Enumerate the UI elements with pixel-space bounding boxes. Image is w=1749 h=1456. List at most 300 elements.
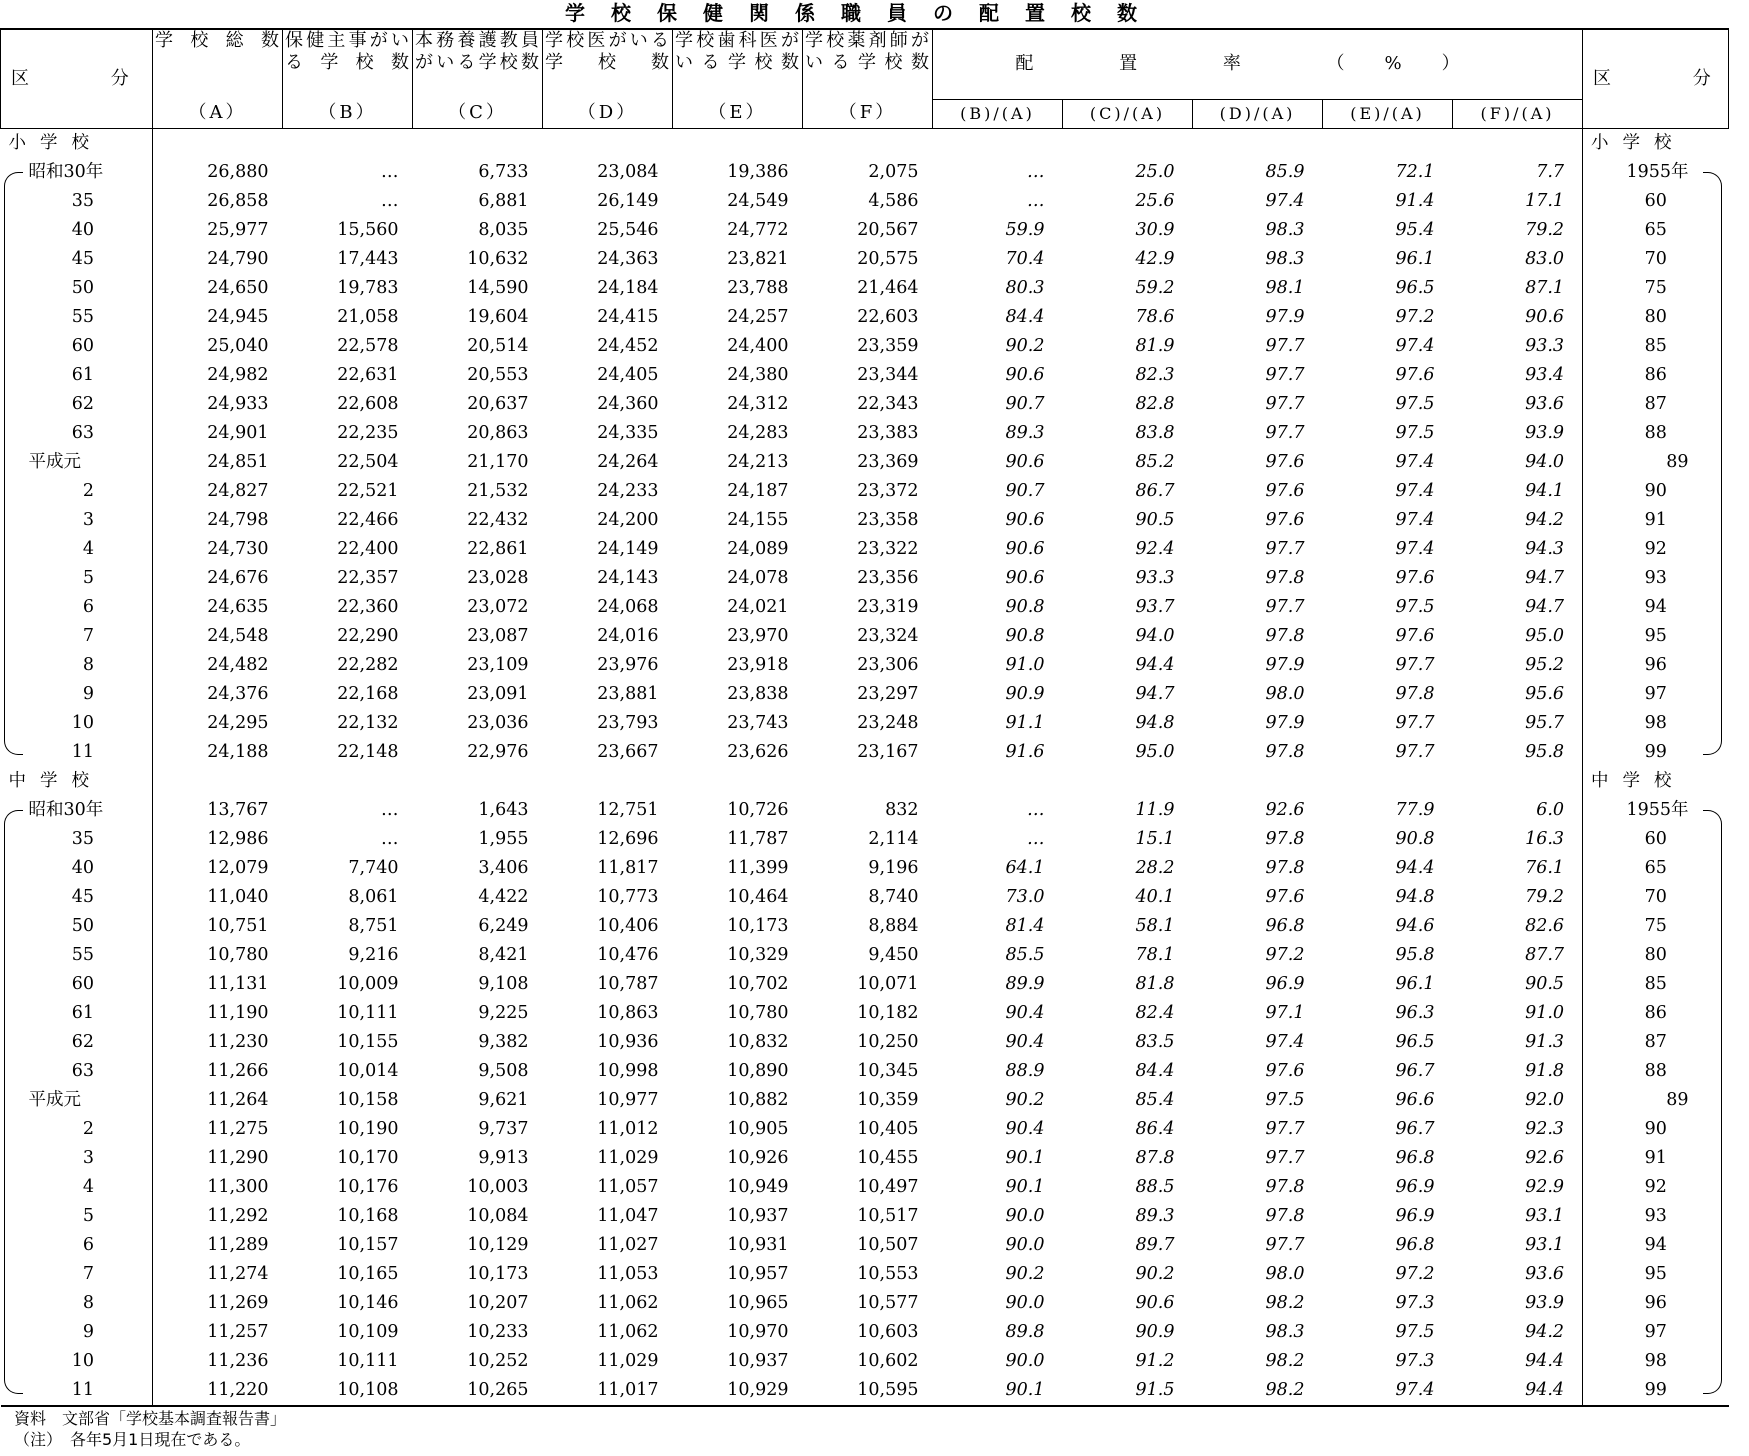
count-cell: 15,560 [337,219,399,240]
count-cell: 22,132 [337,712,399,733]
count-cell: 22,578 [337,335,399,356]
rate-cell: 94.0 [1525,451,1565,472]
rate-cell: 94.4 [1395,857,1435,878]
year-label: 9 [82,1321,94,1342]
rate-cell: 40.1 [1135,886,1175,907]
rate-cell: 94.4 [1525,1350,1565,1371]
count-cell: 9,913 [478,1147,529,1168]
rate-cell: 97.8 [1395,683,1435,704]
empty-cell [543,767,673,796]
rate-cell: 86.4 [1135,1118,1175,1139]
year-label-right: 87 [1583,390,1729,419]
count-cell: 21,464 [857,277,919,298]
rate-cell: 96.1 [1395,248,1435,269]
rate-cell: 95.2 [1525,654,1565,675]
count-cell: 23,838 [727,683,789,704]
rate-cell: 93.1 [1525,1205,1565,1226]
count-cell: 23,091 [467,683,529,704]
count-cell: 10,329 [727,944,789,965]
rate-cell: 25.6 [1135,190,1175,211]
count-cell: 10,595 [803,1376,933,1406]
rate-cell: 94.6 [1395,915,1435,936]
year-label-right: 89 [1583,1086,1729,1115]
count-cell: 10,937 [727,1350,789,1371]
count-cell: 10,071 [857,973,919,994]
count-cell: 10,111 [337,1002,399,1023]
year-label-right: 94 [1583,593,1729,622]
rate-cell: 90.4 [1005,1118,1045,1139]
count-cell: 10,926 [727,1147,789,1168]
rate-cell: 97.4 [1395,509,1435,530]
count-cell: 12,751 [597,799,659,820]
year-label-right: 90 [1583,1115,1729,1144]
count-cell: 22,603 [857,306,919,327]
rate-cell: 94.8 [1135,712,1175,733]
count-cell: 11,300 [153,1173,283,1202]
source-note: 資料 文部省「学校基本調査報告書」 [14,1409,287,1428]
year-label-right: 65 [1583,854,1729,883]
count-cell: 24,650 [153,274,283,303]
header-code-e: （E） [673,99,803,128]
rate-cell: 90.2 [1005,1263,1045,1284]
empty-cell [933,128,1063,158]
table-row [1,274,1729,303]
count-cell: 11,292 [153,1202,283,1231]
year-label-right: 91 [1583,506,1729,535]
rate-cell: 97.6 [1265,886,1305,907]
year-label-right: 65 [1583,216,1729,245]
count-cell: 10,780 [153,941,283,970]
count-cell: 1,643 [478,799,529,820]
year-label-right: 97 [1583,1318,1729,1347]
year-label: 11 [71,741,94,762]
header-ratio-c: (C)/(A) [1063,99,1193,128]
rate-cell: 90.6 [1135,1292,1175,1313]
rate-cell: 97.5 [1395,422,1435,443]
count-cell: 9,621 [478,1089,529,1110]
count-cell: 8,751 [348,915,399,936]
section-row-elementary [1,128,1729,158]
rate-cell: 93.6 [1525,1263,1565,1284]
count-cell: 22,360 [337,596,399,617]
count-cell: 10,158 [337,1089,399,1110]
count-cell: 24,016 [597,625,659,646]
rate-cell: 97.7 [1265,393,1305,414]
year-label: 11 [1,1376,153,1406]
count-cell: 11,029 [597,1350,659,1371]
rate-cell: 90.0 [1005,1350,1045,1371]
count-cell: 21,170 [467,451,529,472]
count-cell: 10,173 [467,1263,529,1284]
right-brace [1703,810,1722,1394]
count-cell: 10,890 [727,1060,789,1081]
rate-cell: 97.6 [1395,625,1435,646]
rate-cell: 84.4 [1005,306,1045,327]
count-cell: 9,196 [868,857,919,878]
rate-cell: 97.4 [1265,1031,1305,1052]
year-label: 45 [71,248,94,269]
count-cell: 8,740 [868,886,919,907]
rate-cell: 97.8 [1265,828,1305,849]
count-cell: 10,497 [857,1176,919,1197]
count-cell: 26,880 [153,158,283,187]
header-ratio-e: (E)/(A) [1323,99,1453,128]
empty-cell [803,767,933,796]
table-row [1,332,1729,361]
rate-cell: 94.4 [1453,1376,1583,1406]
rate-cell: 95.4 [1395,219,1435,240]
count-cell: 1,955 [478,828,529,849]
year-label-right: 85 [1583,970,1729,999]
header-kubun-right: 区 分 [1583,29,1729,128]
count-cell: 11,040 [153,883,283,912]
header-col-a: 学校総数 [153,29,283,99]
count-cell: 23,667 [597,741,659,762]
rate-cell: 95.8 [1525,741,1565,762]
rate-cell: 97.6 [1395,364,1435,385]
count-cell: 23,036 [467,712,529,733]
count-cell: 24,945 [153,303,283,332]
year-label-right: 85 [1583,332,1729,361]
year-label: 50 [71,277,94,298]
count-cell: 24,798 [153,506,283,535]
rate-cell: 97.4 [1323,1376,1453,1406]
rate-cell: 90.0 [1005,1234,1045,1255]
count-cell: 21,058 [337,306,399,327]
header-code-b: （B） [283,99,413,128]
rate-cell: 77.9 [1395,799,1435,820]
year-label: 4 [82,1176,94,1197]
count-cell: 10,345 [857,1060,919,1081]
count-cell: 23,358 [857,509,919,530]
year-label-right: 99 [1583,738,1729,767]
header-ratio-b: (B)/(A) [933,99,1063,128]
count-cell: 10,165 [337,1263,399,1284]
count-cell: 24,982 [153,361,283,390]
rate-cell: 97.7 [1265,1118,1305,1139]
empty-cell [673,767,803,796]
rate-cell: 97.8 [1265,1176,1305,1197]
rate-cell: 90.4 [1005,1002,1045,1023]
count-cell: 9,450 [868,944,919,965]
year-label: 6 [82,1234,94,1255]
rate-cell: 90.7 [1005,393,1045,414]
table-row [1,825,1729,854]
count-cell: 23,306 [857,654,919,675]
rate-cell: 82.6 [1525,915,1565,936]
count-cell: 24,482 [153,651,283,680]
empty-cell [803,128,933,158]
count-cell: 10,265 [413,1376,543,1406]
count-cell: 10,965 [727,1292,789,1313]
count-cell: 9,508 [478,1060,529,1081]
rate-cell: 97.7 [1265,1147,1305,1168]
rate-cell: 90.6 [1005,509,1045,530]
table-row [1,506,1729,535]
count-cell: 11,257 [153,1318,283,1347]
year-label: 35 [71,828,94,849]
rate-cell: 90.6 [1005,538,1045,559]
count-cell: 10,109 [337,1321,399,1342]
year-label-right: 98 [1583,709,1729,738]
count-cell: 23,319 [857,596,919,617]
table-row [1,1057,1729,1086]
year-label-right: 75 [1583,912,1729,941]
count-cell: 19,783 [337,277,399,298]
rate-cell: 96.8 [1395,1234,1435,1255]
rate-cell: 98.3 [1265,219,1305,240]
count-cell: 24,415 [597,306,659,327]
year-label: 62 [71,393,94,414]
count-cell: 24,790 [153,245,283,274]
count-cell: 23,359 [857,335,919,356]
count-cell: 10,168 [337,1205,399,1226]
count-cell: 10,773 [597,886,659,907]
year-label-right: 90 [1583,477,1729,506]
count-cell: 23,248 [857,712,919,733]
count-cell: 10,780 [727,1002,789,1023]
header-haichi: 配 置 率 （%） [933,29,1583,99]
rate-cell: 91.5 [1063,1376,1193,1406]
table-row [1,738,1729,767]
empty-cell [1323,128,1453,158]
rate-cell: 88.5 [1135,1176,1175,1197]
count-cell: 20,553 [467,364,529,385]
count-cell: 10,084 [467,1205,529,1226]
header-col-e: 学校歯科医がいる学校数 [673,29,803,99]
count-cell: 17,443 [337,248,399,269]
rate-cell: 94.7 [1525,567,1565,588]
year-label-right: 91 [1583,1144,1729,1173]
count-cell: 10,517 [857,1205,919,1226]
count-cell: 24,184 [597,277,659,298]
count-cell: 24,187 [727,480,789,501]
count-cell: 14,590 [467,277,529,298]
rate-cell: 95.0 [1525,625,1565,646]
count-cell: 24,933 [153,390,283,419]
rate-cell: 98.0 [1265,1263,1305,1284]
rate-cell: 97.8 [1265,1205,1305,1226]
count-cell: 10,832 [727,1031,789,1052]
rate-cell: 98.3 [1265,248,1305,269]
count-cell: 10,970 [727,1321,789,1342]
count-cell: 24,360 [597,393,659,414]
rate-cell: 97.9 [1265,712,1305,733]
rate-cell: 64.1 [1005,857,1045,878]
rate-cell: 90.6 [1005,451,1045,472]
year-label: 8 [82,1292,94,1313]
rate-cell: 98.1 [1265,277,1305,298]
rate-cell: 97.5 [1265,1089,1305,1110]
count-cell: 11,029 [597,1147,659,1168]
year-label: 61 [71,364,94,385]
rate-cell: 97.9 [1265,306,1305,327]
rate-cell: 90.8 [1395,828,1435,849]
count-cell: 10,406 [597,915,659,936]
rate-cell: 93.1 [1525,1234,1565,1255]
header-col-f: 学校薬剤師がいる学校数 [803,29,933,99]
count-cell: … [381,799,399,820]
rate-cell: 96.7 [1395,1118,1435,1139]
year-label-right: 89 [1583,448,1729,477]
rate-cell: 94.4 [1135,654,1175,675]
statistics-table [0,28,1749,1407]
count-cell: 2,075 [868,161,919,182]
count-cell: 9,216 [348,944,399,965]
rate-cell: 79.2 [1525,886,1565,907]
count-cell: 24,188 [153,738,283,767]
count-cell: 24,078 [727,567,789,588]
rate-cell: 90.2 [1005,1089,1045,1110]
count-cell: 10,929 [673,1376,803,1406]
rate-cell: 90.4 [1005,1031,1045,1052]
rate-cell: 17.1 [1525,190,1565,211]
rate-cell: 97.8 [1265,741,1305,762]
rate-cell: 91.3 [1525,1031,1565,1052]
rate-cell: 85.2 [1135,451,1175,472]
year-label-right: 88 [1583,1057,1729,1086]
rate-cell: 83.0 [1525,248,1565,269]
year-label: 10 [71,1350,94,1371]
count-cell: 10,998 [597,1060,659,1081]
count-cell: 8,061 [348,886,399,907]
year-label: 昭和30年 [28,799,104,820]
count-cell: 10,464 [727,886,789,907]
count-cell: 10,577 [857,1292,919,1313]
count-cell: 25,977 [153,216,283,245]
count-cell: 23,369 [857,451,919,472]
rate-cell: 97.7 [1265,422,1305,443]
rate-cell: 97.6 [1395,567,1435,588]
count-cell: 10,146 [337,1292,399,1313]
count-cell: 23,087 [467,625,529,646]
count-cell: 10,863 [597,1002,659,1023]
rate-cell: 58.1 [1135,915,1175,936]
rate-cell: 94.7 [1135,683,1175,704]
count-cell: 11,290 [153,1144,283,1173]
count-cell: 24,548 [153,622,283,651]
rate-cell: 97.5 [1395,1321,1435,1342]
count-cell: 24,155 [727,509,789,530]
table-row [1,1173,1729,1202]
year-label-right: 92 [1583,535,1729,564]
year-label-right: 70 [1583,883,1729,912]
page-title: 学校保健関係職員の配置校数 [565,1,1163,25]
count-cell: 23,297 [857,683,919,704]
rate-cell: 93.7 [1135,596,1175,617]
count-cell: 22,148 [337,741,399,762]
rate-cell: 93.9 [1525,422,1565,443]
rate-cell: 96.9 [1265,973,1305,994]
year-label-right: 92 [1583,1173,1729,1202]
rate-cell: 98.0 [1265,683,1305,704]
count-cell: 6,249 [478,915,529,936]
count-cell: 24,635 [153,593,283,622]
count-cell: 10,155 [337,1031,399,1052]
count-cell: 10,937 [727,1205,789,1226]
count-cell: 23,626 [727,741,789,762]
table-row [1,1347,1729,1376]
count-cell: 22,168 [337,683,399,704]
count-cell: 2,114 [868,828,919,849]
count-cell: 10,726 [727,799,789,820]
count-cell: 23,322 [857,538,919,559]
table-row [1,158,1729,187]
rate-cell: 90.7 [1005,480,1045,501]
table-row [1,709,1729,738]
count-cell: 11,057 [597,1176,659,1197]
rate-cell: 86.7 [1135,480,1175,501]
count-cell: 10,602 [857,1350,919,1371]
rate-cell: 90.1 [1005,1176,1045,1197]
count-cell: 23,383 [857,422,919,443]
count-cell: 11,275 [153,1115,283,1144]
rate-cell: 97.7 [1265,1234,1305,1255]
rate-cell: 91.0 [1005,654,1045,675]
count-cell: … [381,190,399,211]
count-cell: 22,235 [337,422,399,443]
count-cell: 23,976 [597,654,659,675]
count-cell: 24,549 [727,190,789,211]
count-cell: 3,406 [478,857,529,878]
rate-cell: 96.8 [1265,915,1305,936]
count-cell: 11,012 [597,1118,659,1139]
count-cell: 11,053 [597,1263,659,1284]
rate-cell: 78.1 [1135,944,1175,965]
rate-cell: 59.9 [1005,219,1045,240]
count-cell: 8,421 [478,944,529,965]
rate-cell: 94.3 [1525,538,1565,559]
count-cell: 24,772 [727,219,789,240]
count-cell: 24,901 [153,419,283,448]
header-code-d: （D） [543,99,673,128]
rate-cell: 73.0 [1005,886,1045,907]
table-row [1,187,1729,216]
table-row [1,593,1729,622]
rate-cell: 90.0 [1005,1205,1045,1226]
count-cell: 10,957 [727,1263,789,1284]
count-cell: 22,466 [337,509,399,530]
rate-cell: 96.9 [1395,1176,1435,1197]
count-cell: 20,567 [857,219,919,240]
year-label: 55 [71,306,94,327]
count-cell: 24,376 [153,680,283,709]
year-label-right: 99 [1583,1376,1729,1406]
rate-cell: 93.6 [1525,393,1565,414]
count-cell: 23,821 [727,248,789,269]
count-cell: 25,040 [153,332,283,361]
rate-cell: 97.4 [1395,538,1435,559]
section-row-junior [1,767,1729,796]
count-cell: 13,767 [153,796,283,825]
count-cell: 11,289 [153,1231,283,1260]
count-cell: 23,356 [857,567,919,588]
rate-cell: 81.4 [1005,915,1045,936]
year-label-right: 87 [1583,1028,1729,1057]
count-cell: 10,157 [337,1234,399,1255]
count-cell: 10,455 [857,1147,919,1168]
year-label: 2 [82,1118,94,1139]
count-cell: 11,220 [153,1376,283,1406]
rate-cell: 96.5 [1395,1031,1435,1052]
table-row [1,1260,1729,1289]
count-cell: 11,269 [153,1289,283,1318]
rate-cell: 76.1 [1525,857,1565,878]
count-cell: 24,200 [597,509,659,530]
rate-cell: 79.2 [1525,219,1565,240]
year-label: 4 [82,538,94,559]
rate-cell: … [1027,161,1045,182]
